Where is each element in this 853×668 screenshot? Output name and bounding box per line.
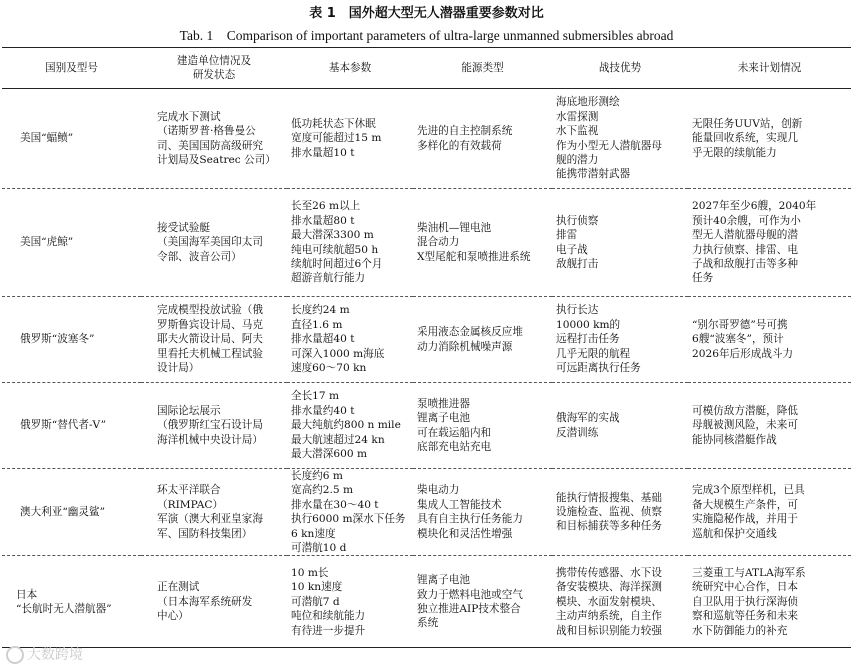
cell-line: 集成人工智能技术: [417, 498, 502, 511]
cell-line: 无限任务UUV站，创新: [692, 117, 803, 130]
cell-line: 采用液态金属核反应堆: [417, 326, 523, 339]
cell-line: 能携带潜射武器: [556, 168, 631, 181]
cell-line: 最大航速超过24 kn: [291, 433, 385, 446]
cell-line: （诺斯罗普·格鲁曼公: [157, 125, 256, 138]
cell-line: 里看托夫机械工程试验: [157, 347, 263, 360]
cell-line: 战和目标识别能力较强: [556, 624, 662, 637]
cell-line: 多样化的有效载荷: [417, 139, 502, 152]
cell-status: [141, 89, 287, 189]
cell-line: 三菱重工与ATLA海军系: [692, 566, 806, 579]
cell-line: 可潜航10 d: [291, 542, 347, 555]
cell-line: 远程打击任务: [556, 333, 620, 346]
cell-line: 作为小型无人潜航器母: [556, 139, 662, 152]
cell-line: 排水量在30～40 t: [291, 498, 379, 511]
cell-line: 实施隐秘作战，并用于: [692, 513, 798, 526]
cell-line: 最大潜深3300 m: [291, 229, 374, 242]
table-row: [2, 383, 851, 469]
cell-line: 司、美国国防高级研究: [157, 139, 263, 152]
cell-advantage: [552, 556, 688, 648]
cell-line: 美国“虎鲸”: [20, 236, 74, 249]
cell-line: 海洋机械中央设计局）: [157, 433, 263, 446]
comparison-table: [2, 47, 851, 648]
cell-future: [688, 469, 851, 556]
cell-line: 具有自主执行任务能力: [417, 513, 523, 526]
cell-line: 动力消除机械噪声源: [417, 340, 513, 353]
cell-energy: [413, 556, 552, 648]
cell-line: （日本海军系统研发: [157, 595, 253, 608]
cell-line: 底部充电站充电: [417, 440, 492, 453]
table-title-cn: 表 1 国外超大型无人潜器重要参数对比: [309, 6, 544, 21]
cell-line: 宽高约2.5 m: [291, 484, 354, 497]
cell-line: 能协同核潜艇作战: [692, 433, 777, 446]
cell-status: [141, 189, 287, 297]
cell-line: 敌舰打击: [556, 257, 599, 270]
table-row: [2, 189, 851, 297]
header-advantage: 战技优势: [552, 48, 688, 89]
cell-line: 俄海军的实战: [556, 412, 620, 425]
cell-model: [2, 89, 141, 189]
cell-line: 耶夫火箭设计局、阿夫: [157, 333, 263, 346]
cell-line: 正在测试: [157, 581, 200, 594]
cell-line: （美国海军美国印太司: [157, 236, 263, 249]
cell-line: 致力于燃料电池或空气: [417, 588, 523, 601]
cell-line: 速度60～70 kn: [291, 362, 367, 375]
cell-line: 子战和敌舰打击等多种: [692, 257, 798, 270]
cell-line: 柴油机—锂电池: [417, 221, 492, 234]
cell-line: 设计局）: [157, 362, 200, 375]
cell-line: 6艘“波塞冬”，预计: [692, 333, 784, 346]
cell-line: X型尾舵和泵喷推进系统: [417, 250, 531, 263]
cell-line: 可在载运船内和: [417, 426, 492, 439]
cell-line: 纯电可续航超50 h: [291, 243, 379, 256]
cell-line: 统研究中心合作，日本: [692, 581, 798, 594]
cell-energy: [413, 189, 552, 297]
cell-line: 可远距离执行任务: [556, 362, 641, 375]
cell-line: 6 kn速度: [291, 527, 336, 540]
cell-model: [2, 469, 141, 556]
header-status-line: 建造单位情况及: [176, 54, 252, 67]
cell-line: 2026年后形成战斗力: [692, 347, 794, 360]
cell-line: 电子战: [556, 243, 588, 256]
cell-params: [287, 556, 413, 648]
cell-line: 宽度可能超过15 m: [291, 132, 382, 145]
cell-future: [688, 89, 851, 189]
cell-line: 排水量超40 t: [291, 333, 355, 346]
cell-line: 几乎无限的航程: [556, 347, 631, 360]
cell-advantage: [552, 469, 688, 556]
table-header-row: [2, 48, 851, 89]
cell-line: 排水量超10 t: [291, 146, 355, 159]
cell-params: [287, 89, 413, 189]
cell-line: 和目标捕获等多种任务: [556, 520, 662, 533]
cell-line: 长度约24 m: [291, 304, 350, 317]
cell-line: 可潜航7 d: [291, 595, 340, 608]
cell-line: 预计40余艘，可作为小: [692, 214, 801, 227]
watermark-text: 大数跨境: [27, 647, 83, 663]
cell-line: 模块化和灵活性增强: [417, 527, 513, 540]
cell-advantage: [552, 297, 688, 383]
cell-line: 2027年至少6艘，2040年: [692, 200, 817, 213]
cell-line: 10 m长: [291, 566, 329, 579]
cell-line: 水下防御能力的补充: [692, 624, 788, 637]
header-status-line: 研发状态: [192, 69, 236, 81]
cell-line: （RIMPAC）: [157, 498, 224, 511]
cell-line: 环太平洋联合: [157, 484, 221, 497]
cell-line: 泵喷推进器: [417, 397, 470, 410]
cell-line: 有待进一步提升: [291, 624, 366, 637]
cell-params: [287, 383, 413, 469]
cell-line: 低功耗状态下休眠: [291, 117, 376, 130]
cell-model: [2, 556, 141, 648]
cell-line: 系统: [417, 617, 439, 630]
cell-advantage: [552, 383, 688, 469]
cell-line: 全长17 m: [291, 390, 340, 403]
header-params: 基本参数: [287, 48, 413, 89]
cell-status: [141, 469, 287, 556]
cell-future: [688, 297, 851, 383]
cell-advantage: [552, 189, 688, 297]
cell-energy: [413, 89, 552, 189]
table-row: [2, 556, 851, 648]
cell-line: 察和巡航等任务和未来: [692, 610, 798, 623]
cell-line: 排雷: [556, 229, 578, 242]
watermark: [6, 644, 83, 664]
cell-line: 设施检查、监视、侦察: [556, 506, 662, 519]
cell-line: 反潜训练: [556, 426, 599, 439]
cell-line: 10000 km的: [556, 318, 621, 331]
cell-line: 令部、波音公司）: [157, 250, 242, 263]
cell-line: 执行长达: [556, 304, 599, 317]
cell-params: [287, 469, 413, 556]
cell-line: 独立推进AIP技术整合: [417, 602, 521, 615]
cell-line: 可模仿敌方潜艇，降低: [692, 404, 798, 417]
cell-line: 10 kn速度: [291, 581, 343, 594]
cell-line: 舰的潜力: [556, 153, 599, 166]
watermark-logo-icon: [6, 646, 24, 664]
table-row: [2, 469, 851, 556]
table-row: [2, 89, 851, 189]
cell-energy: [413, 297, 552, 383]
table-row: [2, 297, 851, 383]
cell-line: 美国“蝠鲼”: [20, 132, 74, 145]
cell-line: 直径1.6 m: [291, 318, 343, 331]
cell-line: 完成水下测试: [157, 110, 221, 123]
cell-energy: [413, 469, 552, 556]
cell-line: 计划局及Seatrec 公司）: [157, 153, 276, 166]
header-energy: 能源类型: [413, 48, 552, 89]
cell-status: [141, 297, 287, 383]
table-body: [2, 89, 851, 648]
cell-future: [688, 556, 851, 648]
cell-line: 巡航和保护交通线: [692, 527, 777, 540]
cell-line: 续航时间超过6个月: [291, 257, 383, 270]
cell-line: 俄罗斯“替代者-V”: [20, 419, 107, 432]
cell-future: [688, 383, 851, 469]
cell-line: 水下监视: [556, 125, 599, 138]
cell-params: [287, 189, 413, 297]
cell-line: 俄罗斯“波塞冬”: [20, 333, 95, 346]
cell-line: 最大纯航约800 n mile: [291, 419, 401, 432]
cell-line: 力执行侦察、排雷、电: [692, 243, 798, 256]
cell-line: 母舰被测风险，未来可: [692, 419, 798, 432]
cell-line: 完成模型投放试验（俄: [157, 304, 263, 317]
header-future: 未来计划情况: [688, 48, 851, 89]
cell-status: [141, 556, 287, 648]
cell-line: 混合动力: [417, 236, 460, 249]
cell-model: [2, 189, 141, 297]
cell-line: 最大潜深600 m: [291, 448, 368, 461]
cell-line: 自卫队用于执行深海侦: [692, 595, 798, 608]
cell-line: 接受试验艇: [157, 221, 210, 234]
cell-line: 排水量约40 t: [291, 404, 355, 417]
cell-line: （俄罗斯红宝石设计局: [157, 419, 263, 432]
header-model: 国别及型号: [2, 48, 141, 89]
cell-line: 备安装模块、海洋探测: [556, 581, 662, 594]
cell-model: [2, 297, 141, 383]
cell-advantage: [552, 89, 688, 189]
cell-line: 备大规模生产条件，可: [692, 498, 798, 511]
cell-line: 长至26 m以上: [291, 200, 361, 213]
cell-line: 锂离子电池: [417, 574, 470, 587]
cell-line: 完成3个原型样机，已具: [692, 484, 805, 497]
cell-line: 柴电动力: [417, 484, 460, 497]
cell-line: 罗斯鲁宾设计局、马克: [157, 318, 263, 331]
cell-line: “长航时无人潜航器”: [16, 602, 112, 615]
cell-line: 型无人潜航器母舰的潜: [692, 229, 798, 242]
cell-line: 携带传传感器、水下设: [556, 566, 662, 579]
cell-line: 长度约6 m: [291, 470, 343, 482]
cell-line: 模块、水面发射模块、: [556, 595, 662, 608]
cell-line: 澳大利亚“幽灵鲨”: [20, 506, 105, 519]
cell-line: 国际论坛展示: [157, 404, 221, 417]
cell-line: 能量回收系统，实现几: [692, 132, 798, 145]
cell-line: 执行6000 m深水下任务: [291, 513, 406, 526]
cell-line: 军、国防科技集团）: [157, 527, 253, 540]
cell-line: 主动声纳系统，自主作: [556, 610, 662, 623]
cell-line: 乎无限的续航能力: [692, 146, 777, 159]
cell-line: 排水量超80 t: [291, 214, 355, 227]
cell-line: 中心）: [157, 610, 189, 623]
table-title-en: Tab. 1 Comparison of important parameters of ultra-large unmanned submersibles abroad: [179, 28, 674, 43]
cell-line: 锂离子电池: [417, 412, 470, 425]
cell-line: 军演（澳大利亚皇家海: [157, 513, 263, 526]
cell-line: 能执行情报搜集、基础: [556, 491, 662, 504]
cell-line: 海底地形测绘: [556, 96, 620, 109]
cell-future: [688, 189, 851, 297]
header-status: [141, 48, 287, 89]
cell-params: [287, 297, 413, 383]
cell-line: 日本: [16, 588, 38, 601]
cell-line: 先进的自主控制系统: [417, 125, 513, 138]
cell-line: “别尔哥罗德”号可携: [692, 318, 788, 331]
cell-model: [2, 383, 141, 469]
cell-line: 任务: [692, 272, 714, 285]
cell-line: 超游音航行能力: [291, 272, 366, 285]
cell-line: 执行侦察: [556, 214, 599, 227]
cell-line: 可深入1000 m海底: [291, 347, 385, 360]
cell-line: 吨位和续航能力: [291, 610, 366, 623]
cell-status: [141, 383, 287, 469]
cell-line: 水雷探测: [556, 110, 599, 123]
cell-energy: [413, 383, 552, 469]
